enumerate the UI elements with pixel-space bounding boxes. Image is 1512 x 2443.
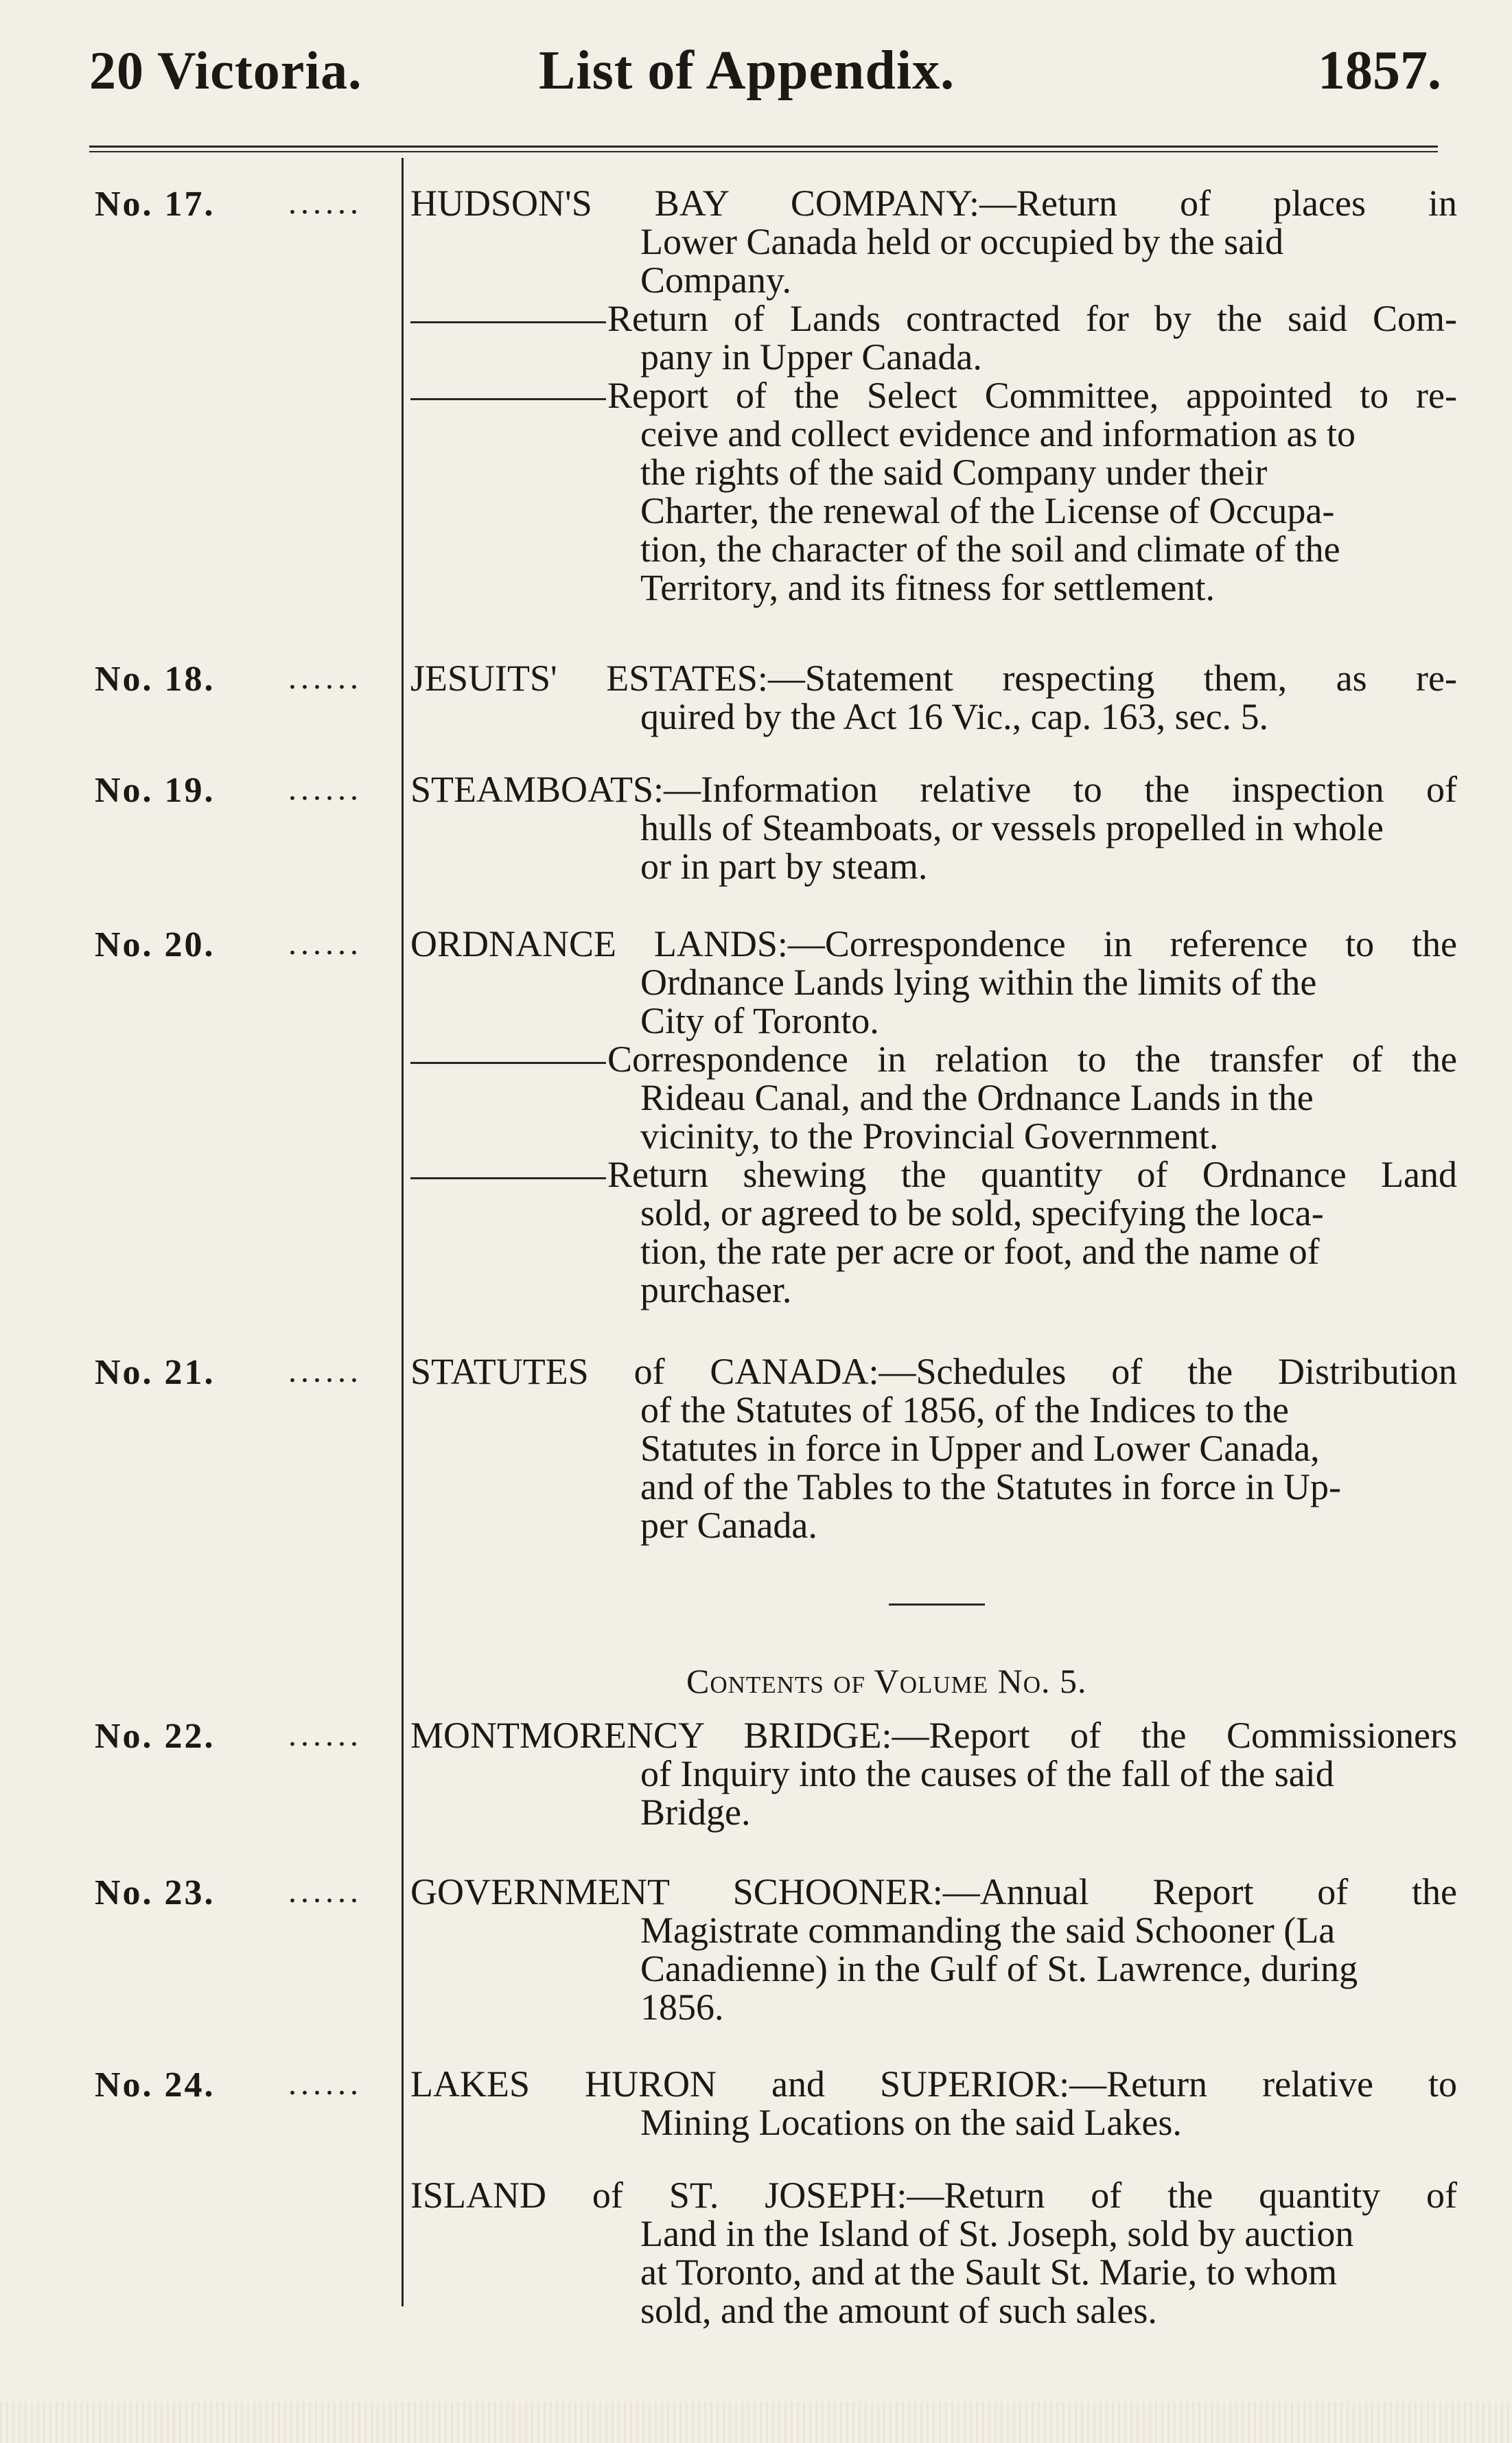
entry-line: vicinity, to the Provincial Government. <box>640 1115 1219 1157</box>
entry-line: ceive and collect evidence and information as to <box>640 413 1356 454</box>
entry-line: sold, or agreed to be sold, specifying the loca- <box>640 1192 1324 1234</box>
entry-line: quired by the Act 16 Vic., cap. 163, sec. 5. <box>640 696 1269 737</box>
entry-heading-line: MONTMORENCY BRIDGE:—Report of the Commissioners <box>410 1715 1457 1756</box>
header-title: List of Appendix. <box>539 40 955 101</box>
entry-line: Statutes in force in Upper and Lower Canada, <box>640 1428 1320 1469</box>
entry-line: of the Statutes of 1856, of the Indices to the <box>640 1389 1289 1431</box>
sub-entry-text: Return shewing the quantity of Ordnance Land <box>607 1154 1457 1195</box>
leader-dots: ...... <box>288 1353 362 1389</box>
leader-dots: ...... <box>288 771 362 807</box>
leader-dots: ...... <box>288 185 362 221</box>
header-rule-double <box>89 151 1438 152</box>
sub-entry-line <box>410 1040 1457 1078</box>
dash-rule <box>410 321 606 323</box>
entry-line: purchaser. <box>640 1269 792 1310</box>
entry-line: Lower Canada held or occupied by the said <box>640 221 1284 262</box>
header-year: 1857. <box>1318 40 1441 101</box>
leader-dots: ...... <box>288 925 362 962</box>
entry-text <box>410 1352 1457 1544</box>
entry-text <box>410 2065 1457 2142</box>
entry-line: City of Toronto. <box>640 1000 879 1041</box>
sub-entry-text: Correspondence in relation to the transfer of the <box>607 1039 1457 1080</box>
entry-text <box>410 184 1457 607</box>
entry-line: Company. <box>640 259 791 301</box>
entry-line: Charter, the renewal of the License of Occupa- <box>640 490 1335 531</box>
entry-text <box>410 1716 1457 1831</box>
entry-line: Canadienne) in the Gulf of St. Lawrence, during <box>640 1948 1358 1989</box>
entry-line: Magistrate commanding the said Schooner (La <box>640 1910 1336 1951</box>
entry-heading-line: LAKES HURON and SUPERIOR:—Return relative to <box>410 2063 1457 2105</box>
entry-number: No. 19. <box>95 771 216 810</box>
entry-heading-line: GOVERNMENT SCHOONER:—Annual Report of the <box>410 1871 1457 1912</box>
dash-rule <box>410 1062 606 1064</box>
leader-dots: ...... <box>288 660 362 696</box>
entry-text <box>410 2176 1457 2330</box>
page-header <box>89 40 1441 115</box>
entry-line: tion, the character of the soil and climate of the <box>640 529 1340 570</box>
section-separator <box>889 1603 985 1606</box>
entry-line: Bridge. <box>640 1792 751 1833</box>
entry-heading-line: HUDSON'S BAY COMPANY:—Return of places in <box>410 183 1457 224</box>
leader-dots: ...... <box>288 1873 362 1910</box>
entry-line: sold, and the amount of such sales. <box>640 2290 1157 2331</box>
entry-line: Ordnance Lands lying within the limits of the <box>640 962 1317 1003</box>
sub-entry-line <box>410 376 1457 415</box>
entry-line: Rideau Canal, and the Ordnance Lands in the <box>640 1077 1314 1118</box>
entry-line: Territory, and its fitness for settlement. <box>640 567 1215 608</box>
header-session: 20 Victoria. <box>89 40 362 100</box>
entry-number: No. 21. <box>95 1353 216 1392</box>
dash-rule <box>410 398 606 400</box>
entry-number: No. 24. <box>95 2065 216 2105</box>
leader-dots: ...... <box>288 2065 362 2102</box>
sub-entry-text: Report of the Select Committee, appointed to re- <box>607 375 1457 416</box>
entry-line: Mining Locations on the said Lakes. <box>640 2102 1182 2143</box>
paper-edge-texture <box>0 2402 1512 2443</box>
entry-line: 1856. <box>640 1987 724 2028</box>
entry-line: or in part by steam. <box>640 846 928 887</box>
entry-text <box>410 770 1457 885</box>
entry-number: No. 20. <box>95 925 216 964</box>
dash-rule <box>410 1177 606 1179</box>
sub-entry-text: Return of Lands contracted for by the said Com- <box>607 298 1457 339</box>
entry-heading-line: ISLAND of ST. JOSEPH:—Return of the quantity of <box>410 2175 1457 2216</box>
entry-heading-line: STEAMBOATS:—Information relative to the inspection of <box>410 769 1457 810</box>
entry-line: per Canada. <box>640 1505 817 1546</box>
entry-line: Land in the Island of St. Joseph, sold by auction <box>640 2213 1354 2254</box>
header-rule <box>89 146 1438 148</box>
entry-number: No. 23. <box>95 1873 216 1912</box>
entry-heading-line: ORDNANCE LANDS:—Correspondence in reference to the <box>410 923 1457 964</box>
entry-number: No. 22. <box>95 1717 216 1756</box>
entry-number: No. 18. <box>95 660 216 699</box>
leader-dots: ...... <box>288 1717 362 1753</box>
sub-entry-line <box>410 299 1457 338</box>
entry-heading-line: STATUTES of CANADA:—Schedules of the Distribution <box>410 1351 1457 1392</box>
entry-line: at Toronto, and at the Sault St. Marie, to whom <box>640 2251 1338 2293</box>
entry-text <box>410 925 1457 1309</box>
entry-line: of Inquiry into the causes of the fall of the said <box>640 1753 1334 1794</box>
entry-line: pany in Upper Canada. <box>640 336 982 378</box>
entry-text <box>410 1873 1457 2026</box>
entry-line: and of the Tables to the Statutes in force in Up- <box>640 1466 1341 1507</box>
entry-text <box>410 659 1457 736</box>
sub-entry-line <box>410 1155 1457 1194</box>
entry-line: tion, the rate per acre or foot, and the name of <box>640 1231 1320 1272</box>
entry-heading-line: JESUITS' ESTATES:—Statement respecting them, as re- <box>410 658 1457 699</box>
entry-line: hulls of Steamboats, or vessels propelled in whole <box>640 807 1384 848</box>
entry-line: the rights of the said Company under their <box>640 452 1268 493</box>
section-title: Contents of Volume No. 5. <box>686 1662 1087 1700</box>
entry-number: No. 17. <box>95 185 216 224</box>
column-divider <box>402 158 404 2306</box>
